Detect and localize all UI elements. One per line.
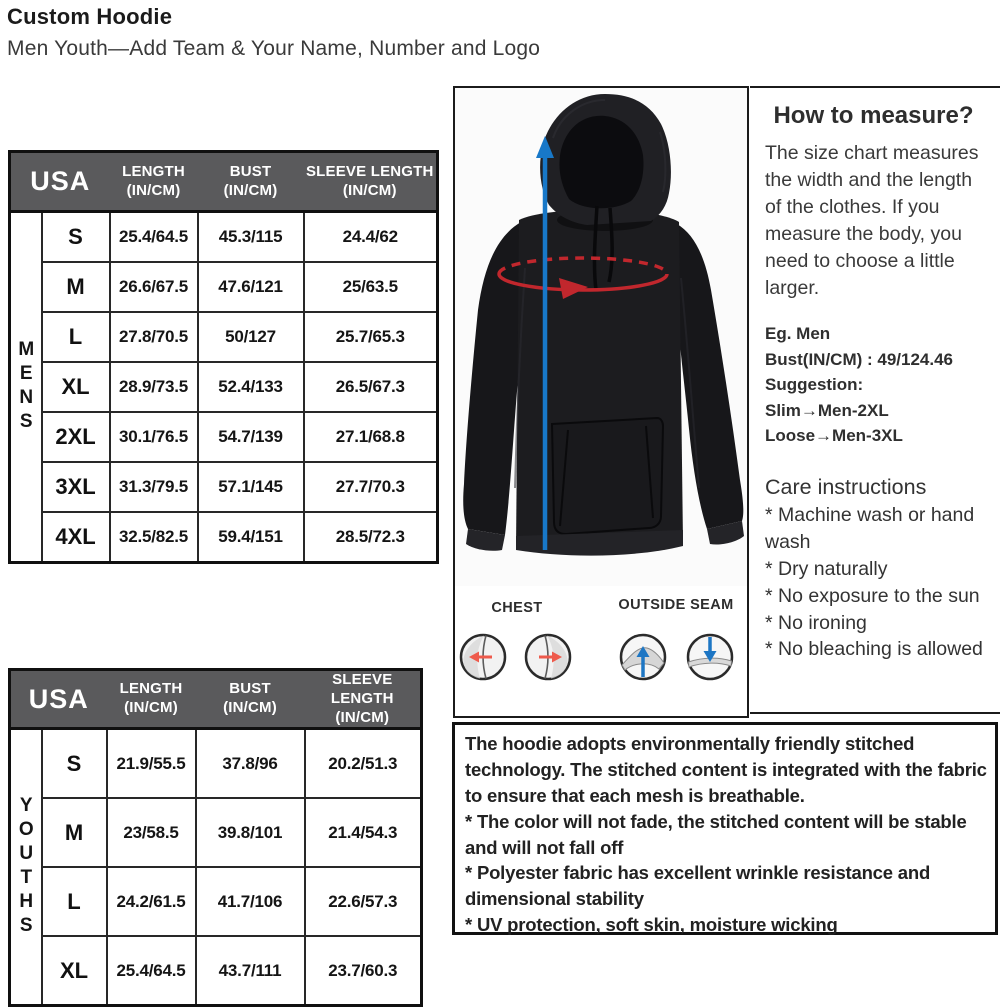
youths-group-label: YOUTHS	[10, 729, 42, 1006]
table-row	[10, 867, 422, 936]
table-row	[10, 362, 438, 412]
column-sublabel: (IN/CM)	[335, 708, 390, 726]
sleeve-cell: 22.6/57.3	[305, 867, 422, 936]
product-description-panel	[452, 722, 998, 935]
hoodie-product-image	[455, 88, 747, 586]
sleeve-cell: 27.1/68.8	[304, 412, 438, 462]
length-cell: 24.2/61.5	[107, 867, 196, 936]
table-row	[10, 512, 438, 563]
chest-measure-right-icon	[523, 632, 573, 682]
page-subtitle: Men Youth—Add Team & Your Name, Number and Logo	[7, 37, 541, 60]
sleeve-cell: 27.7/70.3	[304, 462, 438, 512]
how-to-measure-heading: How to measure?	[773, 102, 974, 129]
care-instructions-list	[765, 502, 992, 663]
table-row	[10, 262, 438, 312]
table-row	[10, 212, 438, 263]
sizing-example	[765, 321, 992, 449]
length-column-header	[107, 670, 196, 729]
length-cell: 25.4/64.5	[110, 212, 198, 263]
column-label: BUST	[229, 680, 271, 698]
bust-cell: 50/127	[198, 312, 304, 362]
size-cell: 2XL	[42, 412, 110, 462]
sleeve-column-header	[304, 152, 438, 212]
sleeve-cell: 20.2/51.3	[305, 729, 422, 799]
size-cell: S	[42, 212, 110, 263]
description-bullet: * UV protection, soft skin, moisture wicking	[465, 914, 838, 936]
bust-cell: 59.4/151	[198, 512, 304, 563]
size-cell: M	[42, 798, 107, 867]
table-row	[10, 798, 422, 867]
length-cell: 23/58.5	[107, 798, 196, 867]
table-row	[10, 462, 438, 512]
table-header-row	[10, 152, 438, 212]
column-label: BUST	[229, 162, 272, 180]
bust-cell: 52.4/133	[198, 362, 304, 412]
column-label: LENGTH	[122, 162, 185, 180]
length-cell: 32.5/82.5	[110, 512, 198, 563]
bust-column-header	[196, 670, 305, 729]
column-sublabel: (IN/CM)	[223, 181, 278, 199]
usa-header: USA	[10, 152, 110, 212]
sleeve-cell: 25.7/65.3	[304, 312, 438, 362]
length-cell: 26.6/67.5	[110, 262, 198, 312]
example-line: Eg. Men	[765, 324, 831, 344]
size-cell: L	[42, 867, 107, 936]
length-cell: 27.8/70.5	[110, 312, 198, 362]
size-cell: S	[42, 729, 107, 799]
sleeve-cell: 21.4/54.3	[305, 798, 422, 867]
table-row	[10, 412, 438, 462]
column-sublabel: (IN/CM)	[126, 181, 181, 199]
column-label: SLEEVE LENGTH	[330, 671, 394, 707]
column-sublabel: (IN/CM)	[342, 181, 397, 199]
description-bullet: * The color will not fade, the stitched content will be stable and will not fall off	[465, 810, 967, 858]
outside-seam-label: OUTSIDE SEAM	[618, 597, 734, 613]
bust-cell: 57.1/145	[198, 462, 304, 512]
column-sublabel: (IN/CM)	[124, 699, 178, 717]
how-to-measure-panel	[750, 86, 1000, 714]
bust-column-header	[198, 152, 304, 212]
size-cell: XL	[42, 362, 110, 412]
outside-seam-down-icon	[685, 632, 735, 682]
example-line: Loose→Men-3XL	[765, 426, 903, 446]
example-line: Bust(IN/CM) : 49/124.46	[765, 349, 953, 369]
column-sublabel: (IN/CM)	[223, 699, 277, 717]
column-label: SLEEVE LENGTH	[305, 162, 434, 180]
page-title: Custom Hoodie	[7, 4, 173, 29]
sleeve-column-header	[305, 670, 422, 729]
chest-measure-left-icon	[458, 632, 508, 682]
outside-seam-up-icon	[618, 632, 668, 682]
table-header-row	[10, 670, 422, 729]
column-label: LENGTH	[119, 680, 183, 698]
size-cell: L	[42, 312, 110, 362]
care-item: * No bleaching is allowed	[765, 638, 983, 661]
usa-header: USA	[10, 670, 107, 729]
length-cell: 21.9/55.5	[107, 729, 196, 799]
mens-group-label: MENS	[10, 212, 42, 563]
size-cell: 4XL	[42, 512, 110, 563]
bust-cell: 37.8/96	[196, 729, 305, 799]
length-cell: 25.4/64.5	[107, 936, 196, 1006]
care-item: * No ironing	[765, 611, 867, 634]
care-item: * Machine wash or hand wash	[765, 503, 975, 553]
bust-cell: 41.7/106	[196, 867, 305, 936]
description-bullet: * Polyester fabric has excellent wrinkle resistance and dimensional stability	[465, 862, 931, 910]
example-line: Slim→Men-2XL	[765, 400, 889, 420]
table-row	[10, 729, 422, 799]
size-cell: 3XL	[42, 462, 110, 512]
how-to-measure-body: The size chart measures the width and the length of the clothes. If you measure the body, you need to choose a little larger.	[765, 142, 979, 299]
youths-size-table	[8, 668, 423, 1007]
sleeve-cell: 23.7/60.3	[305, 936, 422, 1006]
length-cell: 28.9/73.5	[110, 362, 198, 412]
size-cell: M	[42, 262, 110, 312]
bust-cell: 47.6/121	[198, 262, 304, 312]
care-item: * No exposure to the sun	[765, 584, 980, 607]
care-item: * Dry naturally	[765, 557, 888, 580]
sleeve-cell: 25/63.5	[304, 262, 438, 312]
length-cell: 30.1/76.5	[110, 412, 198, 462]
bust-cell: 39.8/101	[196, 798, 305, 867]
size-cell: XL	[42, 936, 107, 1006]
sleeve-cell: 26.5/67.3	[304, 362, 438, 412]
example-line: Suggestion:	[765, 375, 864, 395]
care-instructions-heading: Care instructions	[765, 474, 927, 499]
bust-cell: 54.7/139	[198, 412, 304, 462]
sleeve-cell: 28.5/72.3	[304, 512, 438, 563]
length-column-header	[110, 152, 198, 212]
sleeve-cell: 24.4/62	[304, 212, 438, 263]
description-intro: The hoodie adopts environmentally friendly stitched technology. The stitched content is integrated with the fabric to ensure that each mesh is breathable.	[465, 733, 987, 806]
chest-label: CHEST	[491, 600, 543, 616]
bust-cell: 45.3/115	[198, 212, 304, 263]
hoodie-photo-panel	[453, 86, 749, 718]
bust-cell: 43.7/111	[196, 936, 305, 1006]
length-cell: 31.3/79.5	[110, 462, 198, 512]
mens-size-table	[8, 150, 439, 564]
table-row	[10, 312, 438, 362]
table-row	[10, 936, 422, 1006]
